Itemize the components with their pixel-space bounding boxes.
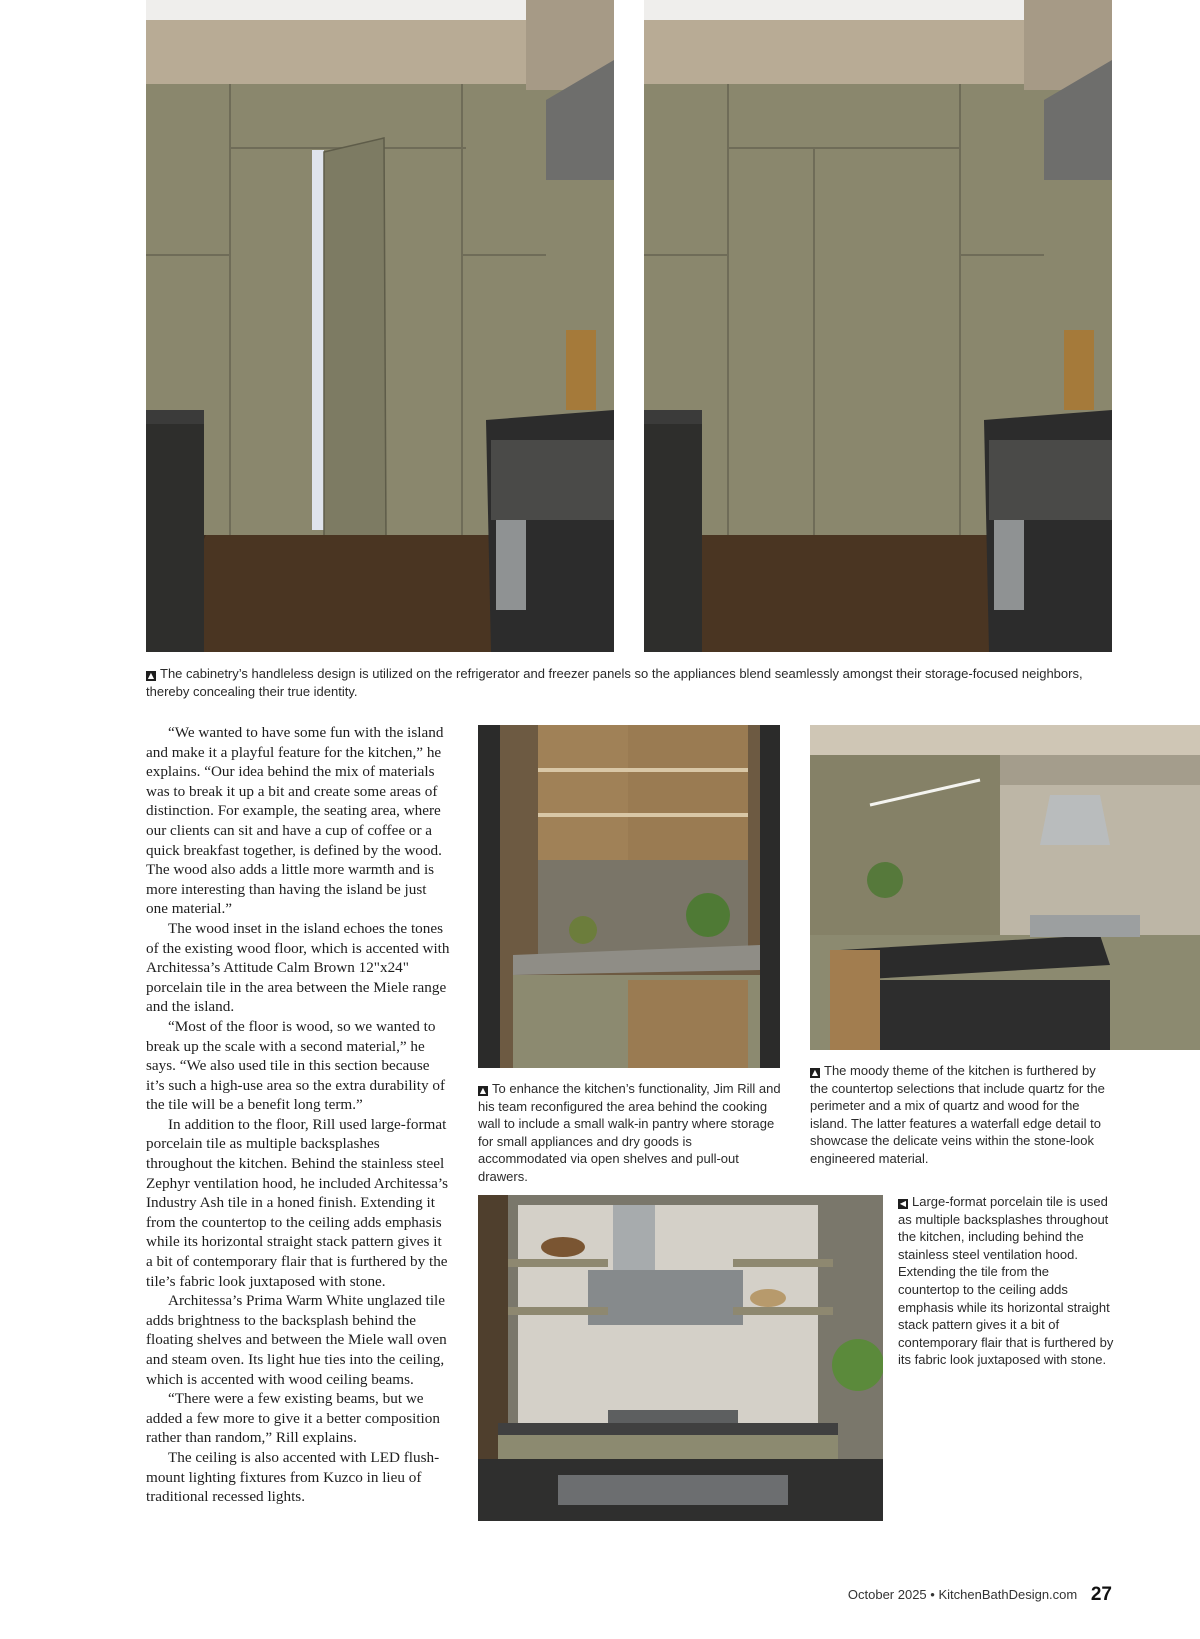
body-paragraph: “Most of the floor is wood, so we wanted to break up the scale with a second material,” he says. “We also used tile in this section because it’s such a high-use area so the extra durability of the tile will be a benefit long term.” <box>146 1017 446 1114</box>
caption-backsplash <box>898 1193 1114 1369</box>
body-paragraph: In addition to the floor, Rill used large-format porcelain tile as multiple backsplashes throughout the kitchen. Behind the stainless steel Zephyr ventilation hood, he included Architessa’s Industry Ash tile in a honed finish. Extending it from the countertop to the ceiling adds emphasis while its horizontal straight stack pattern gives it a bit of contemporary flair that is furthered by the tile’s fabric look juxtaposed with stone. <box>146 1115 448 1290</box>
footer-date: October 2025 <box>847 1587 927 1602</box>
caption-island <box>810 1062 1110 1168</box>
body-paragraph: The wood inset in the island echoes the tones of the existing wood floor, which is accented with Architessa’s Attitude Calm Brown 12"x24" porcelain tile in the area between the Miele range and the island. <box>146 919 450 1016</box>
body-paragraph: The ceiling is also accented with LED flush-mount lighting fixtures from Kuzco in lieu of traditional recessed lights. <box>146 1448 440 1506</box>
footer-site: KitchenBathDesign.com <box>938 1587 1078 1602</box>
body-paragraph: Architessa’s Prima Warm White unglazed tile adds brightness to the backsplash behind the floating shelves and between the Miele wall oven and steam oven. Its light hue ties into the ceiling, which is accented with wood ceiling beams. <box>146 1292 447 1388</box>
caption-island-text: The moody theme of the kitchen is furthered by the countertop selections that include quartz for the perimeter and a mix of quartz and wood for the island. The latter features a waterfall edge detail to showcase the delicate veins within the stone-look engineered material. <box>810 1063 1105 1166</box>
photo-backsplash <box>478 1195 883 1521</box>
body-paragraph: “There were a few existing beams, but we added a few more to give it a better composition rather than random,” Rill explains. <box>146 1390 440 1447</box>
caption-pantry-text: To enhance the kitchen’s functionality, Jim Rill and his team reconfigured the area behind the cooking wall to include a small walk-in pantry where storage for small appliances and dry goods is accommodated via open shelves and pull-out drawers. <box>478 1081 781 1184</box>
caption-top <box>146 665 1112 700</box>
footer-separator: • <box>930 1587 935 1602</box>
caption-top-text: The cabinetry’s handleless design is utilized on the refrigerator and freezer panels so the appliances blend seamlessly amongst their storage-focused neighbors, thereby concealing their true identity. <box>146 666 1083 699</box>
caption-backsplash-text: Large-format porcelain tile is used as multiple backsplashes throughout the kitchen, including behind the stainless steel ventilation hood. Extending the tile from the countertop to the ceiling adds emphasis while its horizontal straight stack pattern gives it a bit of contemporary flair that is furthered by its fabric look juxtaposed with stone. <box>898 1194 1114 1368</box>
photo-island <box>810 725 1200 1050</box>
photo-pantry <box>478 725 780 1068</box>
photo-fridge-open <box>146 0 614 652</box>
photo-fridge-closed <box>644 0 1112 652</box>
caption-arrow-icon: ▲ <box>811 1068 819 1077</box>
body-paragraph: “We wanted to have some fun with the island and make it a playful feature for the kitchen,” he explains. “Our idea behind the mix of materials was to break it up a bit and create some areas of distinction. For example, the seating area, where our clients can sit and have a cup of coffee or a quick breakfast together, is defined by the wood. The wood also adds a little more warmth and is more interesting than having the island be just one material.” <box>146 724 444 918</box>
caption-arrow-icon: ▲ <box>479 1086 487 1095</box>
page-number: 27 <box>1090 1584 1112 1605</box>
caption-pantry <box>478 1080 784 1186</box>
caption-arrow-icon: ◀ <box>899 1199 907 1208</box>
caption-arrow-icon: ▲ <box>147 671 155 680</box>
page-footer <box>848 1584 1112 1606</box>
article-body <box>146 723 450 1507</box>
